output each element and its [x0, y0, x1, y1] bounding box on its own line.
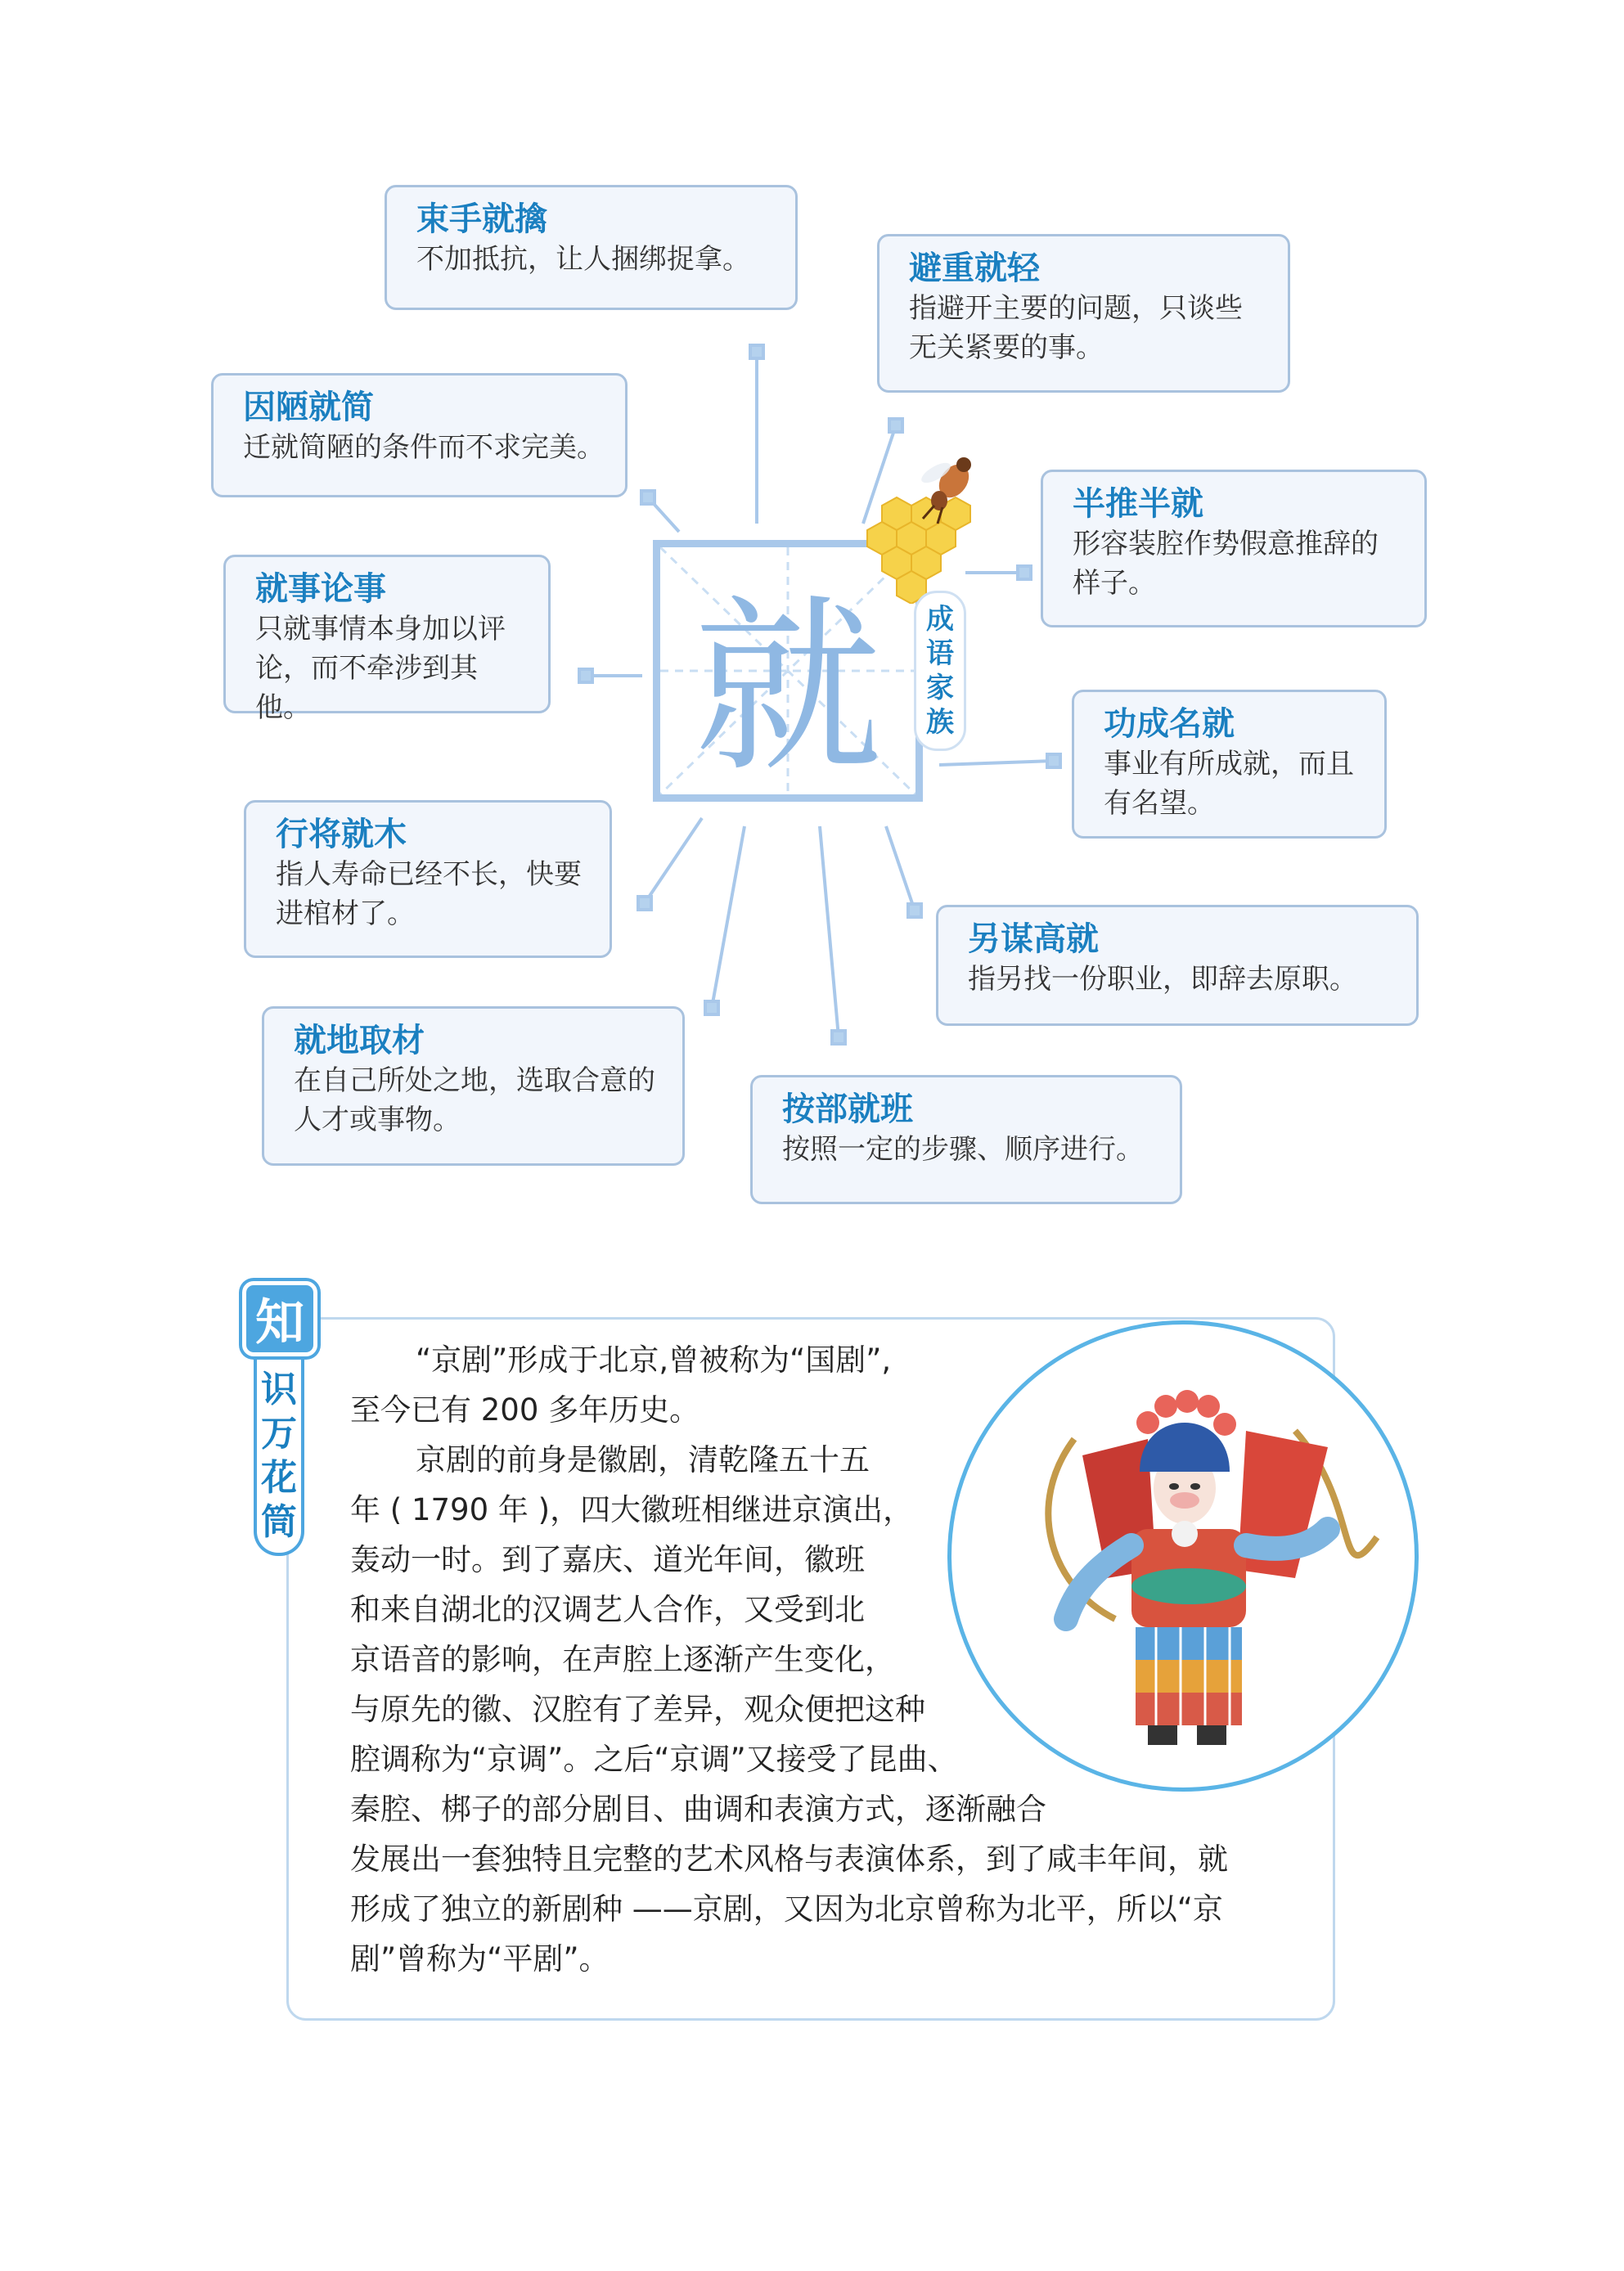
- text-line: 形成了独立的新剧种 ——京剧，又因为北京曾称为北平，所以“京: [350, 1891, 1223, 1927]
- text-line: “京剧”形成于北京,曾被称为“国剧”,: [416, 1342, 892, 1378]
- idiom-card: [750, 1075, 1182, 1204]
- idiom-description: 在自己所处之地，选取合意的人才或事物。: [294, 1064, 655, 1136]
- idiom-description: 不加抵抗，让人捆绑捉拿。: [416, 243, 750, 276]
- text-line: 腔调称为“京调”。之后“京调”又接受了昆曲、: [350, 1742, 958, 1777]
- tab-char: 花: [261, 1457, 297, 1499]
- idiom-title: 束手就擒: [416, 200, 547, 238]
- text-line: 发展出一套独特且完整的艺术风格与表演体系，到了咸丰年间，就: [350, 1842, 1228, 1877]
- text-line: 至今已有 200 多年历史。: [350, 1392, 700, 1428]
- text-line: 和来自湖北的汉调艺人合作，又受到北: [350, 1592, 865, 1627]
- idiom-card: [262, 1006, 685, 1166]
- family-label-char: 家: [926, 672, 954, 704]
- tab-char: 识: [261, 1369, 297, 1410]
- idiom-card: [1072, 690, 1387, 839]
- knowledge-paragraph: [350, 1335, 1299, 1984]
- idiom-card: [385, 185, 798, 310]
- idiom-card: [936, 905, 1419, 1026]
- family-label-char: 语: [926, 637, 954, 670]
- idiom-title: 就事论事: [255, 570, 386, 608]
- idiom-description: 按照一定的步骤、顺序进行。: [782, 1133, 1144, 1166]
- idiom-card: [223, 555, 551, 724]
- tab-char: 筒: [261, 1501, 297, 1543]
- idiom-title: 按部就班: [782, 1091, 913, 1128]
- idiom-card: [244, 800, 612, 958]
- idiom-title: 行将就木: [276, 816, 407, 853]
- text-line: 剧”曾称为“平剧”。: [350, 1941, 610, 1976]
- tab-first-char: 知: [242, 1281, 317, 1356]
- idiom-description: 指避开主要的问题，只谈些无关紧要的事。: [909, 292, 1243, 364]
- text-line: 秦腔、梆子的部分剧目、曲调和表演方式，逐渐融合: [350, 1792, 1046, 1827]
- family-label-char: 成: [926, 603, 954, 636]
- idiom-card: [1041, 470, 1427, 627]
- tab-char: 万: [261, 1413, 297, 1455]
- family-label-char: 族: [926, 706, 954, 739]
- knowledge-kaleidoscope-tab: [242, 1281, 317, 1559]
- idiom-title: 半推半就: [1073, 485, 1203, 523]
- idiom-title: 功成名就: [1104, 705, 1235, 743]
- idiom-card: [211, 373, 628, 497]
- idiom-description: 迁就简陋的条件而不求完美。: [243, 431, 605, 464]
- text-line: 京语音的影响，在声腔上逐渐产生变化，: [350, 1642, 895, 1677]
- idiom-title: 另谋高就: [968, 920, 1099, 958]
- idiom-family-label: [914, 591, 966, 751]
- idiom-description: 事业有所成就，而且有名望。: [1104, 748, 1354, 820]
- text-line: 年 ( 1790 年 )，四大徽班相继进京演出，: [350, 1492, 914, 1527]
- idiom-description: 指人寿命已经不长，快要进棺材了。: [276, 858, 582, 930]
- text-line: 京剧的前身是徽剧，清乾隆五十五: [416, 1442, 870, 1477]
- idiom-title: 避重就轻: [909, 250, 1040, 287]
- idiom-title: 就地取材: [294, 1022, 425, 1059]
- center-character: 就: [693, 578, 882, 798]
- idiom-title: 因陋就简: [243, 389, 374, 426]
- idiom-description: 只就事情本身加以评论，而不牵涉到其他。: [255, 613, 506, 724]
- idiom-description: 形容装腔作势假意推辞的样子。: [1073, 528, 1379, 600]
- bee-honeycomb-icon: [857, 448, 988, 604]
- text-line: 与原先的徽、汉腔有了差异，观众便把这种: [350, 1692, 925, 1727]
- idiom-description: 指另找一份职业，即辞去原职。: [968, 963, 1357, 996]
- idiom-card: [877, 234, 1290, 393]
- text-line: 轰动一时。到了嘉庆、道光年间，徽班: [350, 1542, 865, 1577]
- tab-vertical-label: [254, 1360, 304, 1556]
